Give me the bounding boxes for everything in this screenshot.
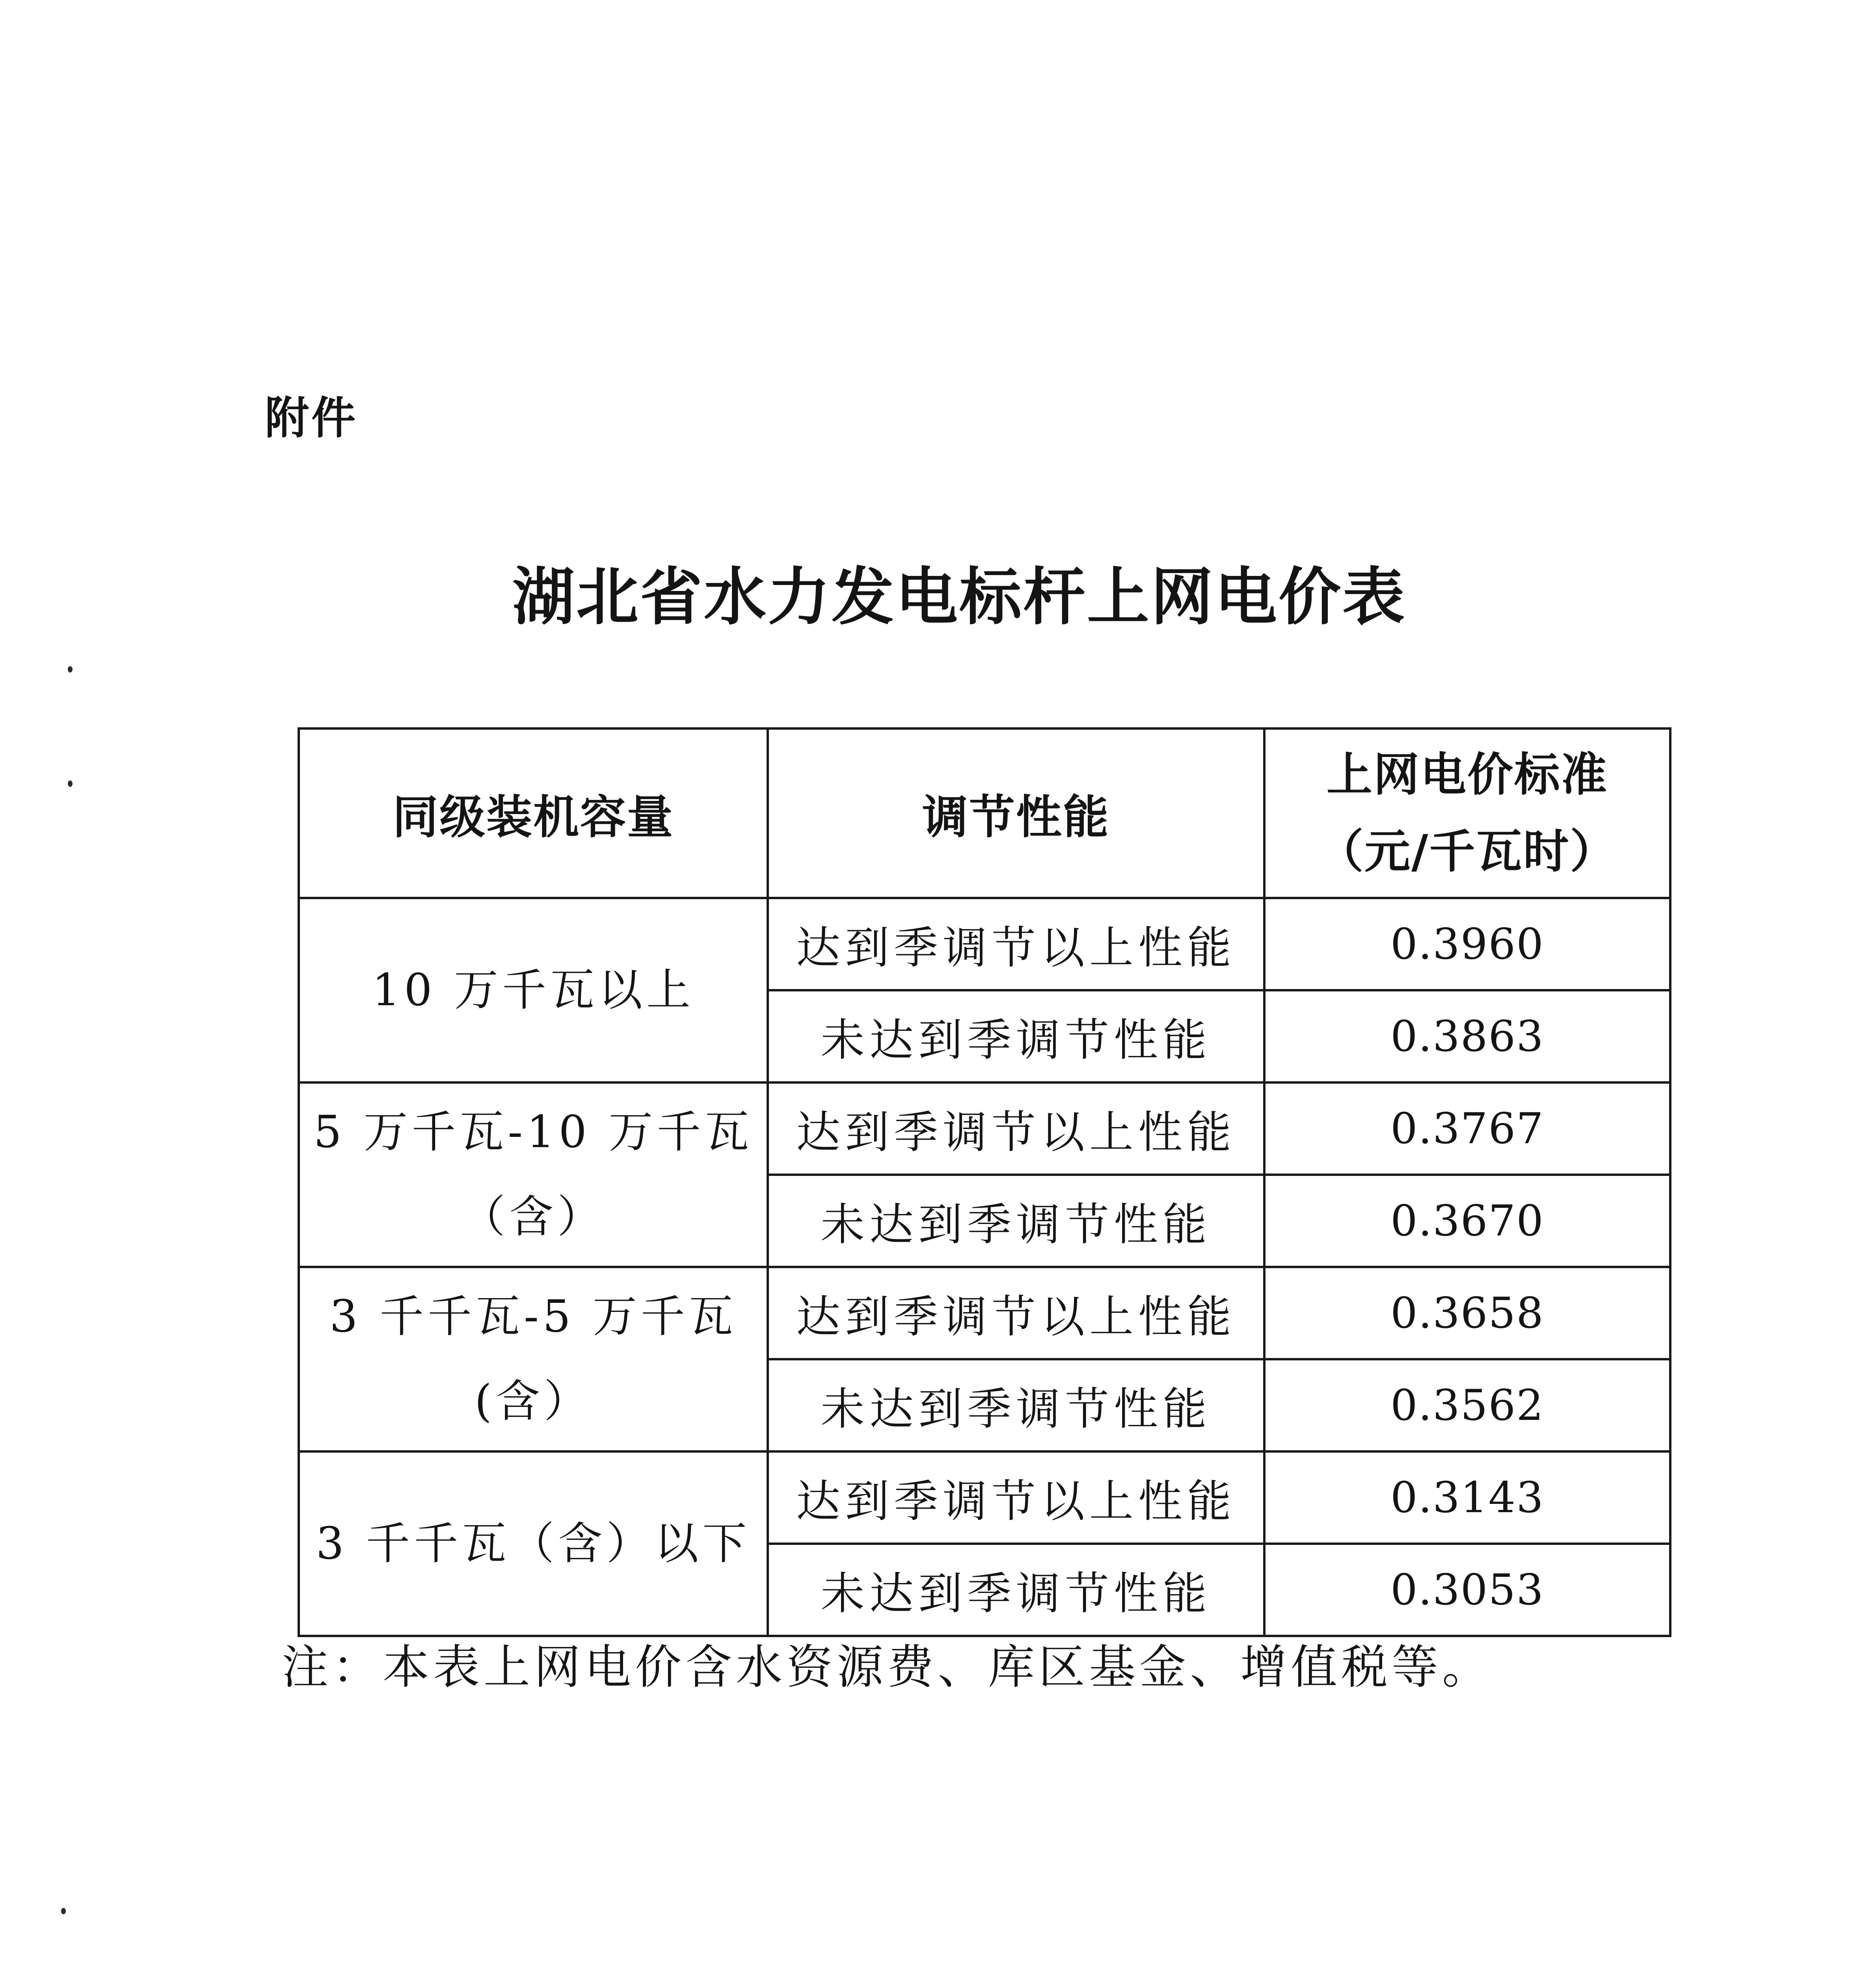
attachment-label: 附件	[265, 393, 358, 444]
capacity-label-suffix: (含）	[475, 1376, 592, 1427]
document-title: 湖北省水力发电标杆上网电价表	[512, 561, 1406, 633]
scan-speck	[68, 781, 73, 787]
price-cell: 0.3863	[1264, 990, 1670, 1082]
header-price	[1264, 728, 1670, 898]
performance-cell: 未达到季调节性能	[768, 1175, 1264, 1267]
performance-cell: 未达到季调节性能	[768, 990, 1264, 1082]
capacity-label: 10 万千瓦以上	[372, 964, 695, 1016]
capacity-label: 3 千千瓦-5 万千瓦	[329, 1291, 737, 1342]
header-price-unit: （元/千瓦时）	[1318, 825, 1617, 878]
price-table	[298, 727, 1671, 1637]
price-cell: 0.3562	[1264, 1359, 1670, 1451]
header-price-line1: 上网电价标准	[1327, 748, 1608, 801]
capacity-label: 5 万千瓦-10 万千瓦	[313, 1107, 753, 1158]
scan-speck	[68, 666, 73, 673]
scan-speck	[61, 1908, 66, 1914]
price-cell: 0.3658	[1264, 1267, 1670, 1359]
header-capacity: 同级装机容量	[299, 728, 768, 898]
table-note: 注：本表上网电价含水资源费、库区基金、增值税等。	[282, 1640, 1493, 1694]
price-cell: 0.3143	[1264, 1451, 1670, 1544]
performance-cell: 达到季调节以上性能	[768, 898, 1264, 990]
capacity-label-suffix: （含）	[461, 1191, 605, 1243]
capacity-cell	[299, 1082, 768, 1267]
price-cell: 0.3767	[1264, 1082, 1670, 1175]
price-cell: 0.3960	[1264, 898, 1670, 990]
performance-cell: 达到季调节以上性能	[768, 1451, 1264, 1544]
capacity-cell	[299, 1451, 768, 1636]
header-performance: 调节性能	[768, 728, 1264, 898]
capacity-label: 3 千千瓦（含）以下	[316, 1518, 751, 1569]
performance-cell: 达到季调节以上性能	[768, 1267, 1264, 1359]
capacity-cell	[299, 898, 768, 1082]
table-row	[299, 898, 1670, 990]
table-row	[299, 1451, 1670, 1544]
table-row	[299, 1267, 1670, 1359]
performance-cell: 未达到季调节性能	[768, 1544, 1264, 1636]
capacity-cell	[299, 1267, 768, 1451]
performance-cell: 达到季调节以上性能	[768, 1082, 1264, 1175]
table-header-row	[299, 728, 1670, 898]
price-cell: 0.3670	[1264, 1175, 1670, 1267]
performance-cell: 未达到季调节性能	[768, 1359, 1264, 1451]
price-cell: 0.3053	[1264, 1544, 1670, 1636]
table-row	[299, 1082, 1670, 1175]
